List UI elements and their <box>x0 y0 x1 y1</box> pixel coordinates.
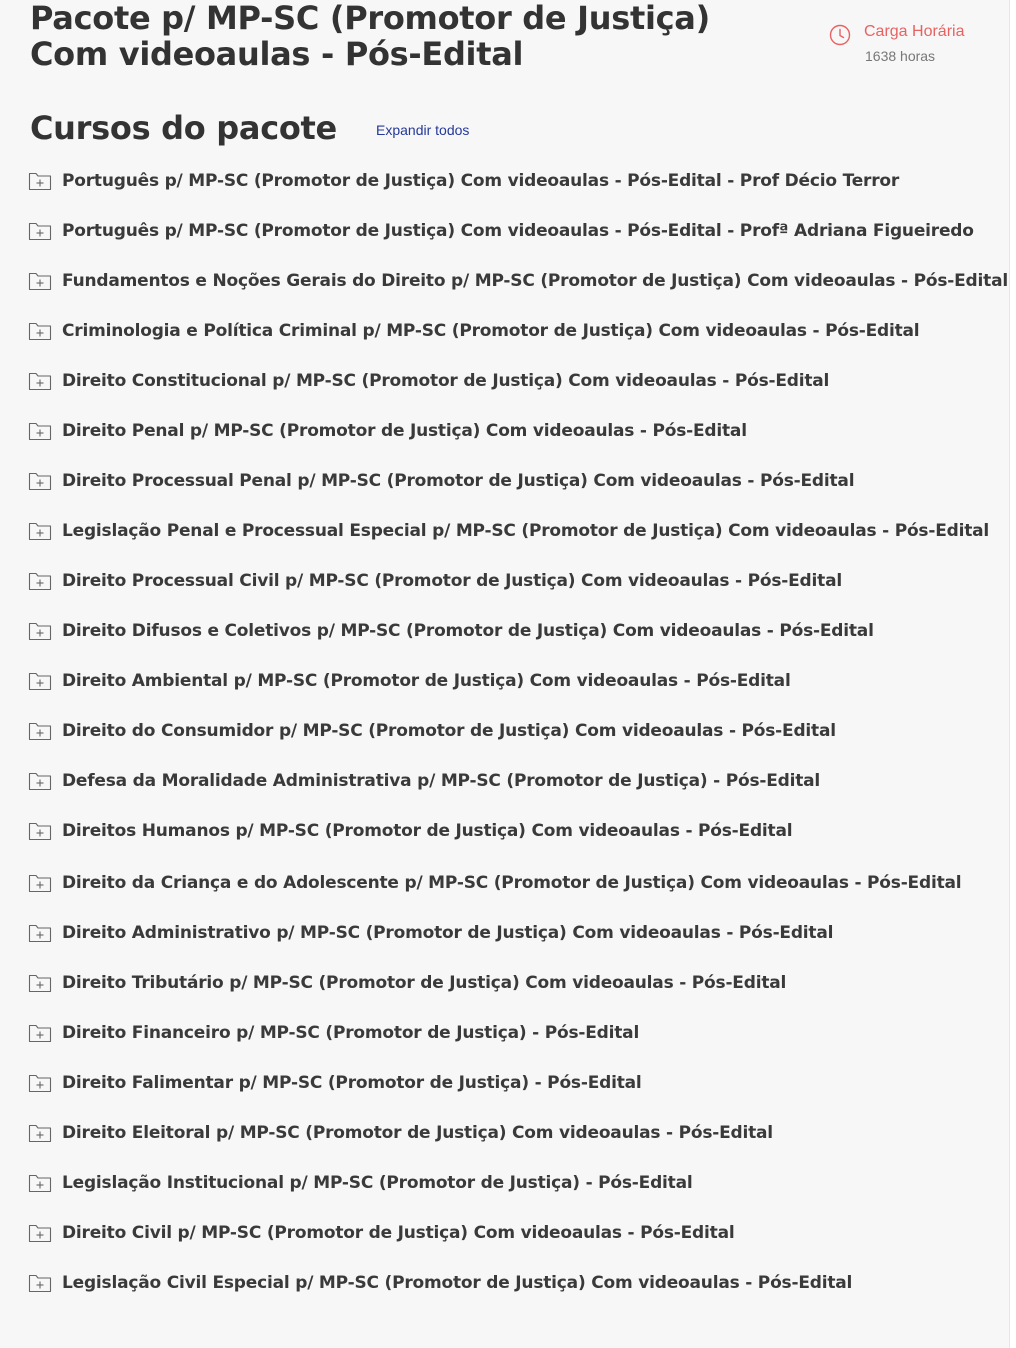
course-item-4[interactable] <box>28 315 998 365</box>
expand-all-link[interactable]: Expandir todos <box>376 122 470 138</box>
course-label: Direito Falimentar p/ MP-SC (Promotor de Justiça) - Pós-Edital <box>62 1073 642 1093</box>
course-label: Direito Civil p/ MP-SC (Promotor de Justiça) Com videoaulas - Pós-Edital <box>62 1223 735 1243</box>
course-item-23[interactable] <box>28 1267 998 1317</box>
folder-plus-icon <box>28 321 52 341</box>
course-item-5[interactable] <box>28 365 998 415</box>
course-label: Direito Ambiental p/ MP-SC (Promotor de Justiça) Com videoaulas - Pós-Edital <box>62 671 791 691</box>
folder-plus-icon <box>28 973 52 993</box>
course-label: Direito do Consumidor p/ MP-SC (Promotor de Justiça) Com videoaulas - Pós-Edital <box>62 721 836 741</box>
workload-info <box>828 20 988 70</box>
course-label: Direito Financeiro p/ MP-SC (Promotor de Justiça) - Pós-Edital <box>62 1023 640 1043</box>
course-label: Direito Constitucional p/ MP-SC (Promotor de Justiça) Com videoaulas - Pós-Edital <box>62 371 830 391</box>
folder-plus-icon <box>28 471 52 491</box>
clock-icon <box>828 23 852 47</box>
course-label: Direito Penal p/ MP-SC (Promotor de Justiça) Com videoaulas - Pós-Edital <box>62 421 747 441</box>
course-item-8[interactable] <box>28 515 998 565</box>
course-item-12[interactable] <box>28 715 998 765</box>
folder-plus-icon <box>28 721 52 741</box>
courses-section-header <box>30 108 730 152</box>
course-label: Fundamentos e Noções Gerais do Direito p/ MP-SC (Promotor de Justiça) Com videoaulas - Pós-Edital <box>62 271 1008 291</box>
course-item-17[interactable] <box>28 967 998 1017</box>
course-item-9[interactable] <box>28 565 998 615</box>
course-label: Direito Tributário p/ MP-SC (Promotor de Justiça) Com videoaulas - Pós-Edital <box>62 973 787 993</box>
folder-plus-icon <box>28 1123 52 1143</box>
course-label: Direitos Humanos p/ MP-SC (Promotor de Justiça) Com videoaulas - Pós-Edital <box>62 821 793 841</box>
folder-plus-icon <box>28 521 52 541</box>
course-label: Direito Administrativo p/ MP-SC (Promotor de Justiça) Com videoaulas - Pós-Edital <box>62 923 834 943</box>
folder-plus-icon <box>28 271 52 291</box>
folder-plus-icon <box>28 1223 52 1243</box>
course-item-1[interactable] <box>28 165 998 215</box>
folder-plus-icon <box>28 1073 52 1093</box>
folder-plus-icon <box>28 771 52 791</box>
course-item-3[interactable] <box>28 265 1008 315</box>
course-label: Português p/ MP-SC (Promotor de Justiça) Com videoaulas - Pós-Edital - Prof Décio Terror <box>62 171 900 191</box>
course-label: Direito Difusos e Coletivos p/ MP-SC (Promotor de Justiça) Com videoaulas - Pós-Edital <box>62 621 874 641</box>
course-label: Direito da Criança e do Adolescente p/ MP-SC (Promotor de Justiça) Com videoaulas - Pós-Edital <box>62 873 962 893</box>
course-label: Defesa da Moralidade Administrativa p/ MP-SC (Promotor de Justiça) - Pós-Edital <box>62 771 821 791</box>
folder-plus-icon <box>28 923 52 943</box>
folder-plus-icon <box>28 821 52 841</box>
course-item-18[interactable] <box>28 1017 998 1067</box>
course-item-15[interactable] <box>28 867 998 917</box>
course-item-21[interactable] <box>28 1167 998 1217</box>
course-label: Direito Processual Penal p/ MP-SC (Promotor de Justiça) Com videoaulas - Pós-Edital <box>62 471 855 491</box>
section-title: Cursos do pacote <box>30 109 337 147</box>
folder-plus-icon <box>28 1023 52 1043</box>
course-label: Direito Processual Civil p/ MP-SC (Promotor de Justiça) Com videoaulas - Pós-Edital <box>62 571 842 591</box>
package-title: Pacote p/ MP-SC (Promotor de Justiça) Com videoaulas - Pós-Edital <box>30 0 710 73</box>
workload-label: Carga Horária <box>864 23 965 40</box>
folder-plus-icon <box>28 371 52 391</box>
course-item-22[interactable] <box>28 1217 998 1267</box>
course-label: Legislação Institucional p/ MP-SC (Promotor de Justiça) - Pós-Edital <box>62 1173 693 1193</box>
workload-value: 1638 horas <box>865 48 936 64</box>
course-item-19[interactable] <box>28 1067 998 1117</box>
course-item-7[interactable] <box>28 465 998 515</box>
folder-plus-icon <box>28 1273 52 1293</box>
folder-plus-icon <box>28 221 52 241</box>
folder-plus-icon <box>28 873 52 893</box>
course-item-20[interactable] <box>28 1117 998 1167</box>
course-label: Legislação Civil Especial p/ MP-SC (Promotor de Justiça) Com videoaulas - Pós-Edital <box>62 1273 853 1293</box>
course-label: Português p/ MP-SC (Promotor de Justiça) Com videoaulas - Pós-Edital - Profª Adriana Figueiredo <box>62 221 974 241</box>
folder-plus-icon <box>28 671 52 691</box>
course-list <box>28 165 1008 1315</box>
page-scroll-edge <box>1009 0 1016 1348</box>
course-label: Legislação Penal e Processual Especial p/ MP-SC (Promotor de Justiça) Com videoaulas - Pós-Edital <box>62 521 990 541</box>
course-item-11[interactable] <box>28 665 998 715</box>
course-item-16[interactable] <box>28 917 998 967</box>
course-label: Criminologia e Política Criminal p/ MP-SC (Promotor de Justiça) Com videoaulas - Pós-Edital <box>62 321 920 341</box>
folder-plus-icon <box>28 1173 52 1193</box>
course-item-13[interactable] <box>28 765 998 815</box>
folder-plus-icon <box>28 421 52 441</box>
course-item-2[interactable] <box>28 215 998 265</box>
folder-plus-icon <box>28 571 52 591</box>
course-item-14[interactable] <box>28 815 998 865</box>
course-item-10[interactable] <box>28 615 998 665</box>
folder-plus-icon <box>28 171 52 191</box>
course-item-6[interactable] <box>28 415 998 465</box>
course-label: Direito Eleitoral p/ MP-SC (Promotor de Justiça) Com videoaulas - Pós-Edital <box>62 1123 773 1143</box>
folder-plus-icon <box>28 621 52 641</box>
package-header <box>30 0 990 80</box>
